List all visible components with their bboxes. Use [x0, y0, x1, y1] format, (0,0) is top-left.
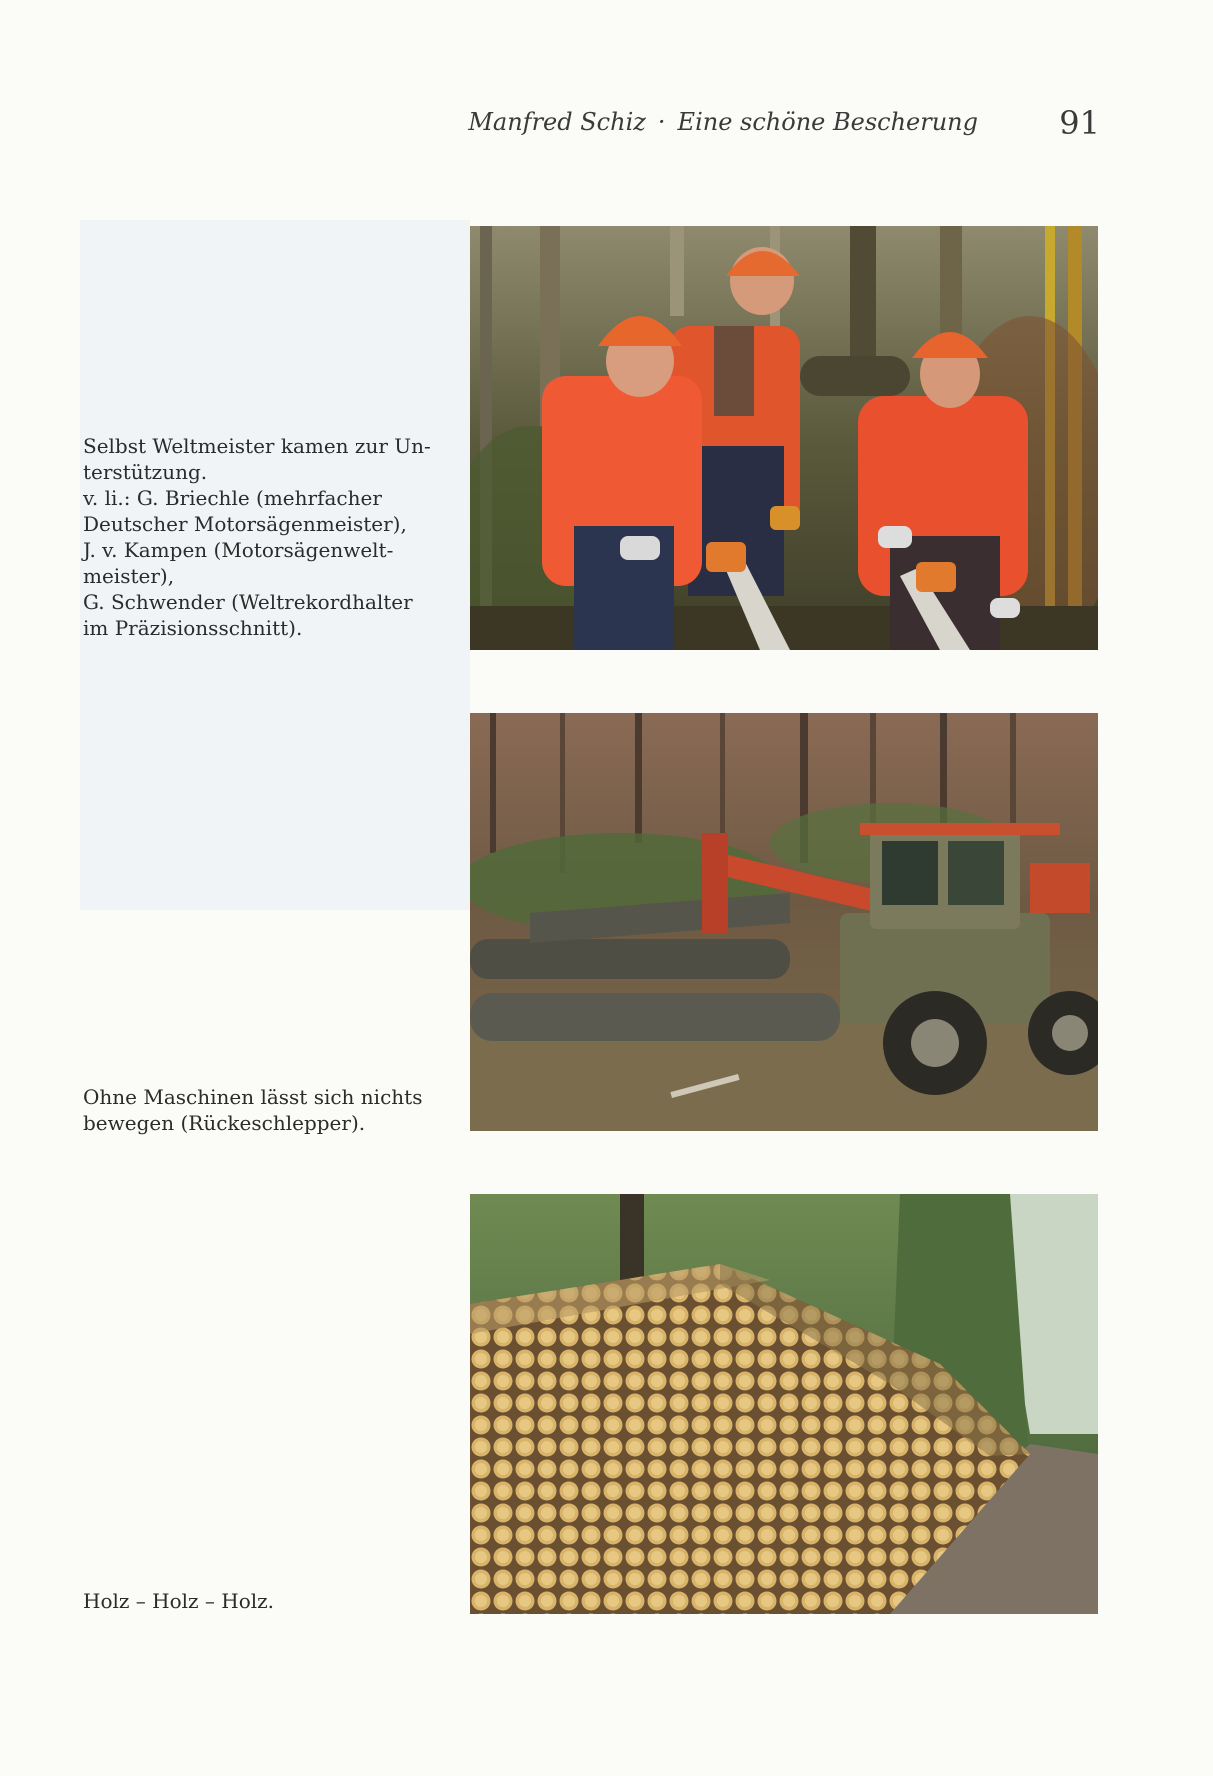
caption-line: meister), — [83, 564, 175, 588]
caption-line: im Präzisionsschnitt). — [83, 616, 303, 640]
caption-line: Deutscher Motorsägenmeister), — [83, 512, 407, 536]
running-head — [468, 108, 978, 136]
photo-timber-stack — [470, 1194, 1098, 1614]
figure-caption-3 — [83, 1588, 443, 1614]
caption-line: v. li.: G. Briechle (mehrfacher — [83, 486, 382, 510]
caption-line: G. Schwender (Weltrekordhalter — [83, 590, 413, 614]
caption-line: bewegen (Rückeschlepper). — [83, 1111, 366, 1135]
page-number: 91 — [1059, 104, 1100, 142]
photo-skidder — [470, 713, 1098, 1131]
caption-line: terstützung. — [83, 460, 208, 484]
photo-forest-workers — [470, 226, 1098, 650]
caption-line: Selbst Weltmeister kamen zur Un- — [83, 434, 431, 458]
caption-line: Holz – Holz – Holz. — [83, 1589, 275, 1613]
running-head-author: Manfred Schiz — [468, 108, 646, 136]
figure-caption-1 — [83, 433, 443, 641]
caption-line: Ohne Maschinen lässt sich nichts — [83, 1085, 423, 1109]
figure-caption-2 — [83, 1084, 443, 1136]
running-head-title: Eine schöne Bescherung — [677, 108, 978, 136]
caption-line: J. v. Kampen (Motorsägenwelt- — [83, 538, 394, 562]
running-head-separator: · — [657, 108, 666, 136]
